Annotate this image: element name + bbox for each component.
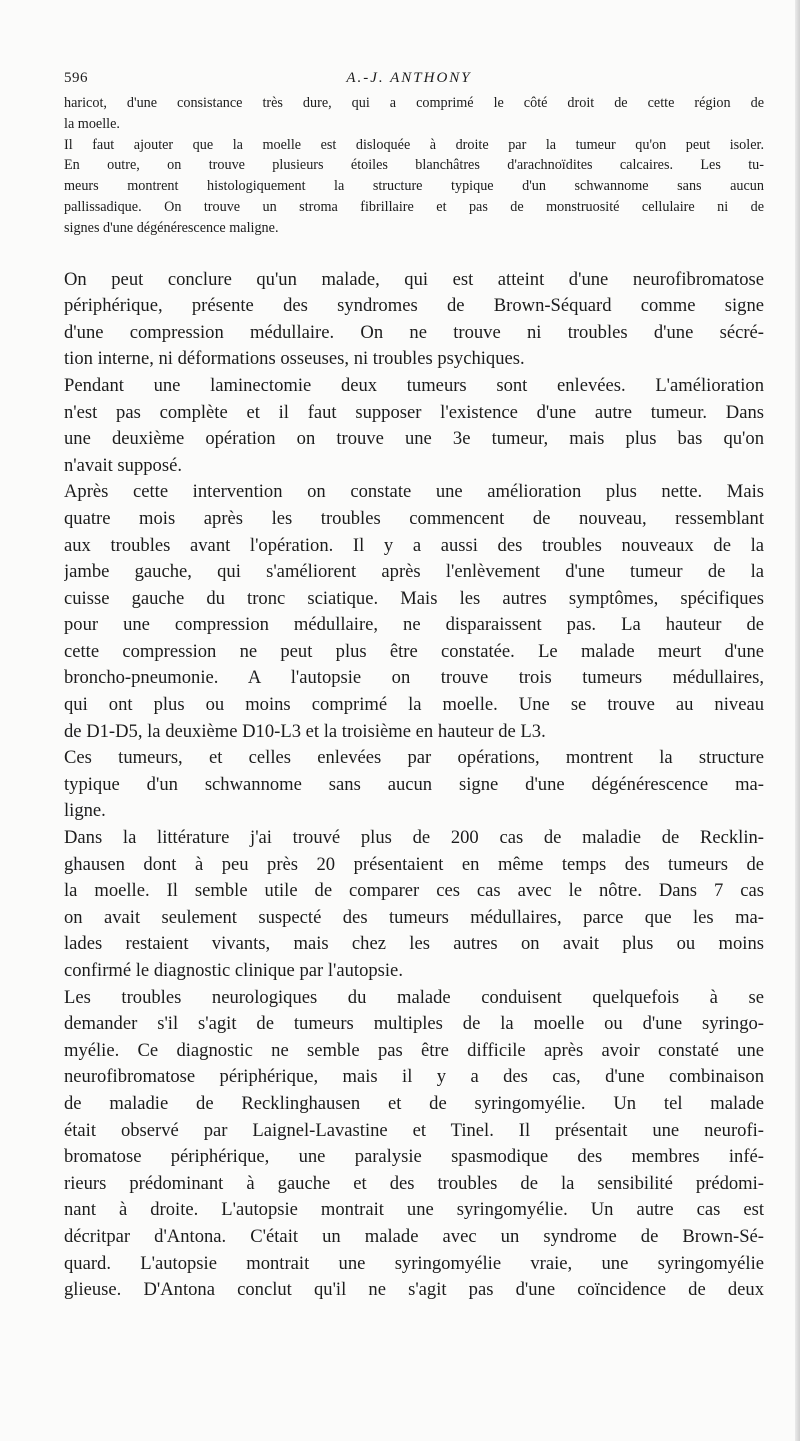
paragraph-line: rieurs prédominant à gauche et des troubles de la sensibilité prédomi- xyxy=(64,1172,764,1194)
paragraph-literature xyxy=(64,825,764,985)
paragraph-syringomyelia xyxy=(64,985,764,1304)
paragraph-line: quard. L'autopsie montrait une syringomyélie vraie, une syringomyélie xyxy=(64,1252,764,1274)
paragraph-line: confirmé le diagnostic clinique par l'autopsie. xyxy=(64,960,403,982)
paragraph-line: d'une compression médullaire. On ne trouve ni troubles d'une sécré- xyxy=(64,321,764,343)
paragraph-line: nant à droite. L'autopsie montrait une syringomyélie. Un autre cas est xyxy=(64,1199,764,1221)
paragraph-line: lades restaient vivants, mais chez les autres on avait plus ou moins xyxy=(64,933,764,955)
paragraph-line: jambe gauche, qui s'améliorent après l'enlèvement d'une tumeur de la xyxy=(64,561,764,583)
paragraph-line: bromatose périphérique, une paralysie spasmodique des membres infé- xyxy=(64,1146,764,1168)
paragraph-line: n'est pas complète et il faut supposer l'existence d'une autre tumeur. Dans xyxy=(64,401,764,423)
small-print-line: la moelle. xyxy=(64,115,120,132)
paragraph-line: cuisse gauche du tronc sciatique. Mais les autres symptômes, spécifiques xyxy=(64,587,764,609)
paragraph-line: cette compression ne peut plus être constatée. Le malade meurt d'une xyxy=(64,640,764,662)
paragraph-line: ligne. xyxy=(64,800,106,822)
paragraph-line: Dans la littérature j'ai trouvé plus de 200 cas de maladie de Recklin- xyxy=(64,827,764,849)
paragraph-line: de D1-D5, la deuxième D10-L3 et la troisième en hauteur de L3. xyxy=(64,720,546,742)
running-title: A.-J. ANTHONY xyxy=(346,70,472,86)
small-print-line: meurs montrent histologiquement la structure typique d'un schwannome sans aucun xyxy=(64,178,764,195)
paragraph-line: On peut conclure qu'un malade, qui est atteint d'une neurofibromatose xyxy=(64,268,764,290)
paragraph-line: ghausen dont à peu près 20 présentaient en même temps des tumeurs de xyxy=(64,853,764,875)
page-number: 596 xyxy=(64,70,88,86)
paragraph-intervention xyxy=(64,479,764,745)
paragraph-line: de maladie de Recklinghausen et de syringomyélie. Un tel malade xyxy=(64,1092,764,1114)
paragraph-line: demander s'il s'agit de tumeurs multiples de la moelle ou d'une syringo- xyxy=(64,1013,764,1035)
paragraph-tumors xyxy=(64,745,764,825)
paragraph-line: quatre mois après les troubles commencent de nouveau, ressemblant xyxy=(64,507,764,529)
paragraph-laminectomy xyxy=(64,373,764,479)
paragraph-line: typique d'un schwannome sans aucun signe d'une dégénérescence ma- xyxy=(64,773,764,795)
paragraph-line: n'avait supposé. xyxy=(64,454,182,476)
paragraph-line: Pendant une laminectomie deux tumeurs sont enlevées. L'amélioration xyxy=(64,374,764,396)
running-header xyxy=(64,70,754,92)
paragraph-line: on avait seulement suspecté des tumeurs médullaires, parce que les ma- xyxy=(64,906,764,928)
paragraph-line: décritpar d'Antona. C'était un malade avec un syndrome de Brown-Sé- xyxy=(64,1225,764,1247)
paragraph-line: périphérique, présente des syndromes de Brown-Séquard comme signe xyxy=(64,295,764,317)
paragraph-line: myélie. Ce diagnostic ne semble pas être difficile après avoir constaté une xyxy=(64,1039,764,1061)
body-text xyxy=(64,93,764,1304)
paragraph-line: Après cette intervention on constate une amélioration plus nette. Mais xyxy=(64,481,764,503)
paragraph-line: neurofibromatose périphérique, mais il y a des cas, d'une combinaison xyxy=(64,1066,764,1088)
small-print-block xyxy=(64,93,764,239)
small-print-line: Il faut ajouter que la moelle est disloquée à droite par la tumeur qu'on peut isoler. xyxy=(64,136,764,153)
paragraph-line: la moelle. Il semble utile de comparer ces cas avec le nôtre. Dans 7 cas xyxy=(64,880,764,902)
paragraph-line: pour une compression médullaire, ne disparaissent pas. La hauteur de xyxy=(64,614,764,636)
small-print-line: pallissadique. On trouve un stroma fibrillaire et pas de monstruosité cellulaire ni de xyxy=(64,198,764,215)
page-edge-shadow xyxy=(795,0,800,1441)
small-print-line: signes d'une dégénérescence maligne. xyxy=(64,219,279,236)
paragraph-line: glieuse. D'Antona conclut qu'il ne s'agit pas d'une coïncidence de deux xyxy=(64,1279,764,1301)
paragraph-line: une deuxième opération on trouve une 3e tumeur, mais plus bas qu'on xyxy=(64,428,764,450)
small-print-line: haricot, d'une consistance très dure, qui a comprimé le côté droit de cette région de xyxy=(64,95,764,111)
small-print-line: En outre, on trouve plusieurs étoiles blanchâtres d'arachnoïdites calcaires. Les tu- xyxy=(64,157,764,174)
paragraph-line: Ces tumeurs, et celles enlevées par opérations, montrent la structure xyxy=(64,747,764,769)
paragraph-line: aux troubles avant l'opération. Il y a aussi des troubles nouveaux de la xyxy=(64,534,764,556)
paragraph-conclusion xyxy=(64,267,764,373)
paragraph-line: était observé par Laignel-Lavastine et Tinel. Il présentait une neurofi- xyxy=(64,1119,764,1141)
paragraph-line: Les troubles neurologiques du malade conduisent quelquefois à se xyxy=(64,986,764,1008)
paragraph-line: qui ont plus ou moins comprimé la moelle. Une se trouve au niveau xyxy=(64,694,764,716)
paragraph-line: broncho-pneumonie. A l'autopsie on trouve trois tumeurs médullaires, xyxy=(64,667,764,689)
paragraph-line: tion interne, ni déformations osseuses, ni troubles psychiques. xyxy=(64,348,525,370)
